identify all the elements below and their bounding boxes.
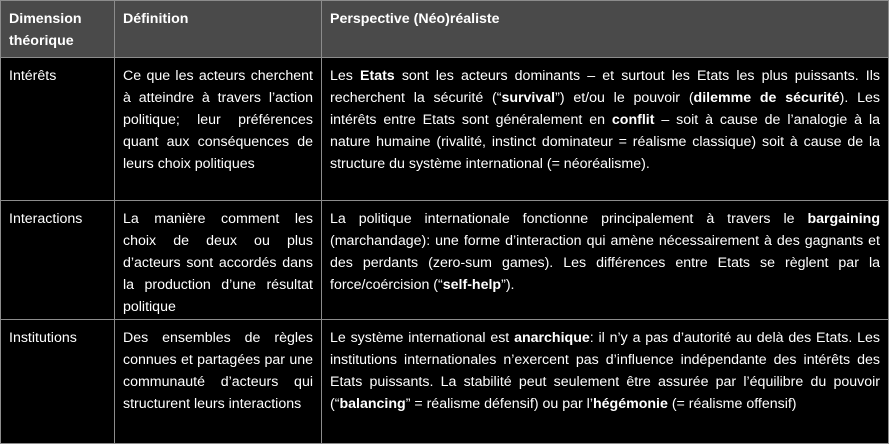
cell-definition: La manière comment les choix de deux ou plus d’acteurs sont accordés dans la production d’une résultat politique (123, 211, 313, 315)
bold-term: dilemme de sécurité (693, 90, 840, 106)
bold-term: Etats (360, 68, 395, 84)
row-divider (1, 200, 888, 201)
row-divider (1, 57, 888, 58)
text-segment: – soit à cause de l’analogie à la nature humaine (rivalité, instinct dominateur = réalisme classique) soit à cause de la structure du système international (= néoréalisme). (330, 112, 880, 172)
bold-term: conflit (611, 112, 655, 128)
header-dimension: Dimension théorique (9, 11, 82, 49)
cell-perspective (322, 320, 888, 443)
text-segment: ” = réalisme défensif) ou par l’ (405, 396, 593, 412)
bold-term: anarchique (514, 330, 590, 346)
header-definition: Définition (123, 11, 189, 27)
row-divider (1, 319, 888, 320)
header-perspective: Perspective (Néo)réaliste (330, 11, 500, 27)
bold-term: hégémonie (592, 396, 668, 412)
cell-perspective (322, 201, 888, 319)
text-segment: : il n’y a pas d’autorité au delà des Etats. Les institutions internationales n’exercent pas d’influence indépendante des intérêts des Etats puissants. La stabilité peut seulement être assurée par l’équilibre du pouvoir (“ (330, 330, 880, 412)
bold-term: self-help (442, 277, 502, 293)
text-segment: Le système international est (330, 330, 515, 346)
table-row-interets (1, 58, 888, 200)
table-row-institutions (1, 320, 888, 443)
cell-definition: Ce que les acteurs cherchent à atteindre à travers l’action politique; leur préférences quant aux conséquences de leurs choix politiques (123, 68, 313, 172)
text-segment: (marchandage): une forme d’interaction qui amène nécessairement à des gagnants et des perdants (zero-sum games). Les différences entre Etats se règlent par la force/coércision (“ (330, 233, 880, 293)
cell-dimension: Intérêts (9, 68, 57, 84)
column-divider (114, 1, 115, 443)
cell-dimension: Institutions (9, 330, 77, 346)
text-segment: La politique internationale fonctionne principalement à travers le (330, 211, 808, 227)
text-segment: ”). (501, 277, 515, 293)
bold-term: bargaining (807, 211, 880, 227)
text-segment: sont les acteurs dominants – et surtout les Etats les plus puissants. Ils recherchent la sécurité (“ (330, 68, 880, 106)
cell-dimension: Interactions (9, 211, 83, 227)
bold-term: survival (501, 90, 556, 106)
cell-perspective (322, 58, 888, 200)
cell-definition: Des ensembles de règles connues et partagées par une communauté d’acteurs qui structurent leurs interactions (123, 330, 313, 412)
text-segment: (= réalisme offensif) (667, 396, 797, 412)
text-segment: Les (330, 68, 360, 84)
bold-term: balancing (339, 396, 406, 412)
table-header-row (1, 1, 888, 57)
text-segment: ). Les intérêts entre Etats sont généralement en (330, 90, 880, 128)
table-row-interactions (1, 201, 888, 319)
text-segment: ”) et/ou le pouvoir ( (555, 90, 694, 106)
column-divider (321, 1, 322, 443)
